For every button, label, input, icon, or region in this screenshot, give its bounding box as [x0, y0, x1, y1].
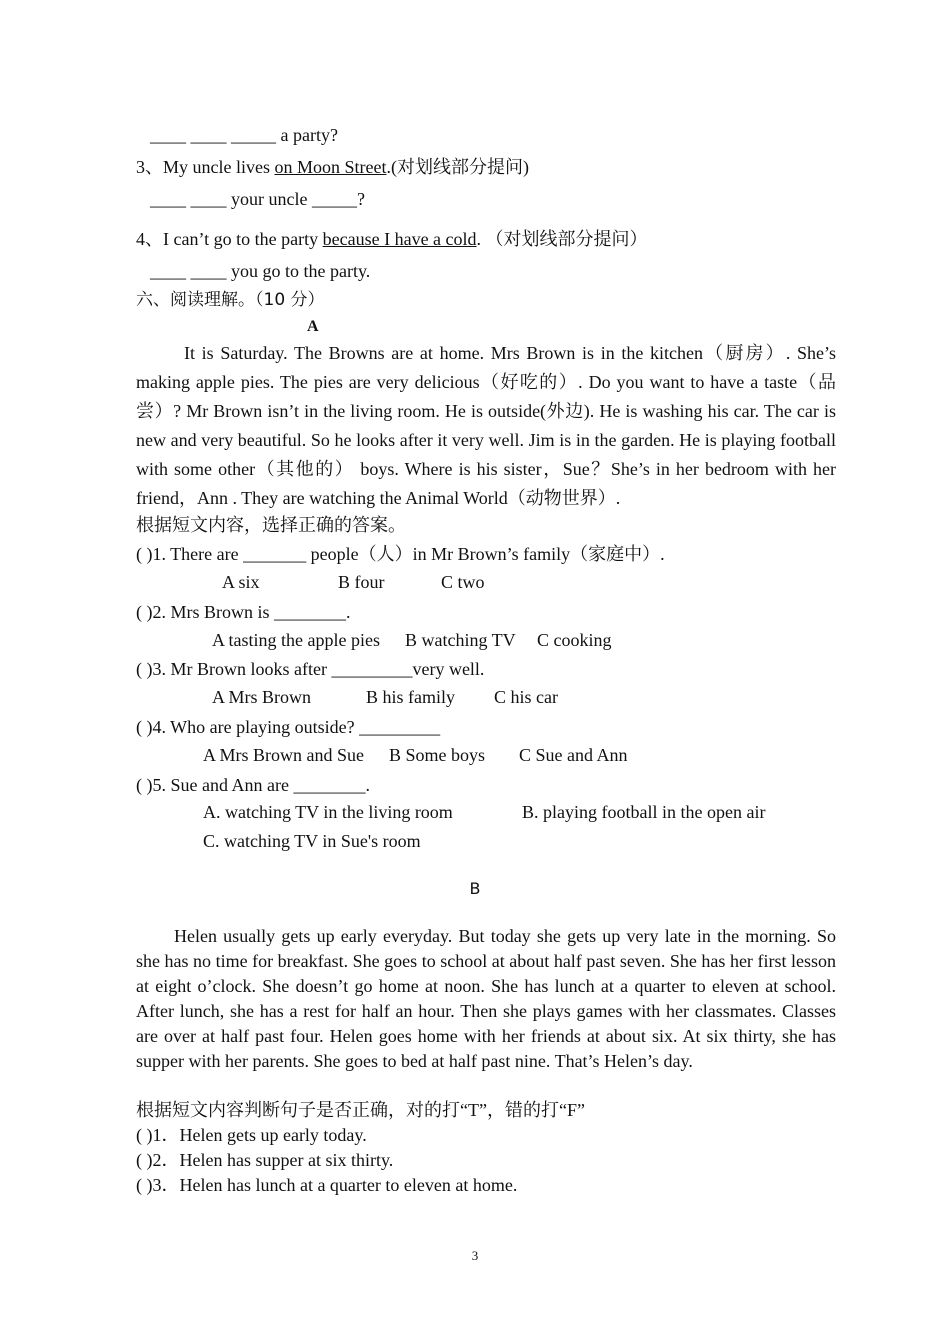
q3-after: .(对划线部分提问) [386, 157, 529, 177]
question-a1-option-b: B four [338, 572, 385, 592]
q3-underlined: on Moon Street [274, 157, 387, 177]
q4-sentence [136, 228, 648, 250]
q4-after: . （对划线部分提问） [476, 229, 648, 249]
q2-blank-line: ____ ____ _____ a party? [150, 125, 338, 145]
question-a2-option-a: A tasting the apple pies [212, 630, 380, 650]
passage-a-label: A [307, 318, 319, 335]
question-a5-option-b: B. playing football in the open air [522, 802, 766, 822]
passage-a-instruction: 根据短文内容，选择正确的答案。 [136, 515, 406, 535]
question-a4-option-c: C Sue and Ann [519, 745, 628, 765]
statement-b3: ( )3．Helen has lunch at a quarter to eleven at home. [136, 1175, 518, 1195]
q3-before: 3、My uncle lives [136, 157, 275, 177]
q3-blank-line: ____ ____ your uncle _____? [150, 189, 365, 209]
passage-b-text: Helen usually gets up early everyday. But today she gets up very late in the morning. So she has no time for breakfast. She goes to school at about half past seven. She has her first lesson at eight o’clock. She doesn’t go home at noon. She has lunch at a quarter to eleven at school. After lunch, she has a rest for half an hour. Then she plays games with her classmates. Classes are over at half past four. Helen goes home with her friends at about six. At six thirty, she has supper with her parents. She goes to bed at half past nine. That’s Helen’s day. [136, 926, 836, 1071]
question-a3-option-b: B his family [366, 687, 455, 707]
question-a5-option-c: C. watching TV in Sue's room [203, 831, 421, 851]
question-a3: ( )3. Mr Brown looks after _________very well. [136, 659, 485, 679]
question-a3-option-a: A Mrs Brown [212, 687, 312, 707]
question-a2-option-c: C cooking [537, 630, 612, 650]
page-number: 3 [471, 1248, 479, 1263]
question-a2-option-b: B watching TV [405, 630, 516, 650]
q4-blank-line: ____ ____ you go to the party. [150, 261, 371, 281]
statement-b1: ( )1．Helen gets up early today. [136, 1125, 367, 1145]
question-a4-option-a: A Mrs Brown and Sue [203, 745, 364, 765]
passage-a-text: It is Saturday. The Browns are at home. Mrs Brown is in the kitchen（厨房）. She’s making apple pies. The pies are very delicious（好吃的）. Do you want to have a taste（品尝）? Mr Brown isn’t in the living room. He is outside(外边). He is washing his car. The car is new and very beautiful. So he looks after it very well. Jim is in the garden. He is playing football with some other（其他的） boys. Where is his sister，Sue？She’s in her bedroom with her friend，Ann . They are watching the Animal World（动物世界）. [136, 343, 836, 508]
question-a1: ( )1. There are _______ people（人）in Mr Brown’s family（家庭中）. [136, 544, 665, 564]
question-a1-option-a: A six [222, 572, 260, 592]
question-a5: ( )5. Sue and Ann are ________. [136, 775, 370, 795]
question-a4-option-b: B Some boys [389, 745, 486, 765]
section-6-title: 六、阅读理解。（10 分） [136, 290, 325, 310]
statement-b2: ( )2．Helen has supper at six thirty. [136, 1150, 394, 1170]
question-a1-option-c: C two [441, 572, 485, 592]
passage-b-label: B [469, 879, 481, 898]
question-a3-option-c: C his car [494, 687, 558, 707]
question-a5-option-a: A. watching TV in the living room [203, 802, 453, 822]
q4-underlined: because I have a cold [322, 229, 477, 249]
passage-b-instruction: 根据短文内容判断句子是否正确，对的打“T”，错的打“F” [136, 1100, 585, 1120]
question-a4: ( )4. Who are playing outside? _________ [136, 717, 441, 737]
question-a2: ( )2. Mrs Brown is ________. [136, 602, 351, 622]
q3-sentence [136, 156, 529, 178]
q4-before: 4、I can’t go to the party [136, 229, 323, 249]
